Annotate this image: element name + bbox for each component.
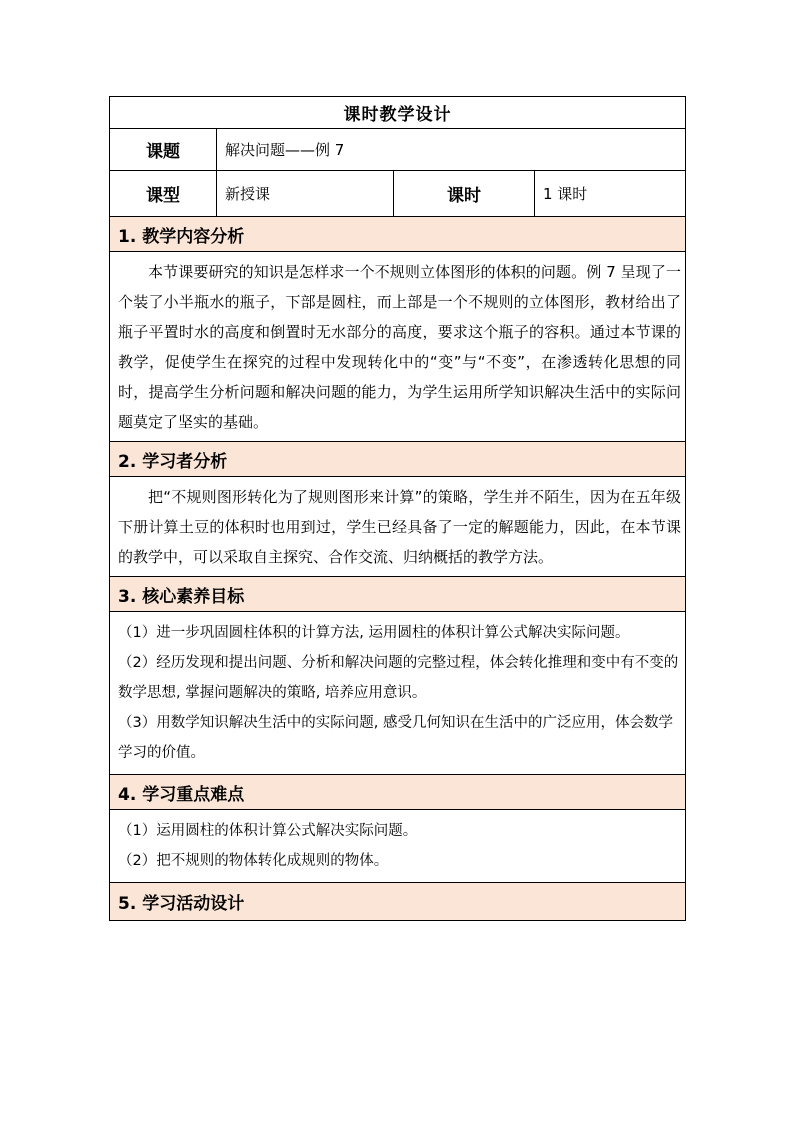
section-heading-key-points: 4. 学习重点难点 (110, 775, 686, 810)
key-point-item: （1）运用圆柱的体积计算公式解决实际问题。 (118, 823, 418, 839)
lesson-design-table (109, 96, 686, 921)
hours-label: 课时 (394, 171, 535, 217)
core-goals-cell (110, 612, 686, 775)
content-analysis-text: 本节课要研究的知识是怎样求一个不规则立体图形的体积的问题。例 7 呈现了一个装了小半瓶水的瓶子，下部是圆柱，而上部是一个不规则的立体图形，教材给出了瓶子平置时水的高度和倒置时无水部分的高度，要求这个瓶子的容积。通过本节课的教学，促使学生在探究的过程中发现转化中的“变”与“不变”，在渗透转化思想的同时，提高学生分析问题和解决问题的能力，为学生运用所学知识解决生活中的实际问题莫定了坚实的基础。 (118, 263, 681, 431)
hours-value: 1 课时 (535, 171, 686, 217)
content-analysis-cell (110, 252, 686, 442)
learner-analysis-cell (110, 477, 686, 577)
topic-value: 解决问题——例 7 (217, 129, 686, 171)
lesson-design-document (109, 96, 685, 921)
topic-label: 课题 (110, 129, 217, 171)
type-value: 新授课 (217, 171, 394, 217)
section-heading-activity-design: 5. 学习活动设计 (110, 883, 686, 921)
section-heading-content-analysis: 1. 教学内容分析 (110, 217, 686, 252)
table-title: 课时教学设计 (110, 97, 686, 129)
goal-item: （1）进一步巩固圆柱体积的计算方法, 运用圆柱的体积计算公式解决实际问题。 (118, 625, 630, 641)
key-points-cell (110, 810, 686, 883)
goal-item: （3）用数学知识解决生活中的实际问题, 感受几何知识在生活中的广泛应用，体会数学学习的价值。 (118, 715, 673, 761)
learner-analysis-text: 把“不规则图形转化为了规则图形来计算”的策略，学生并不陌生，因为在五年级下册计算土豆的体积时也用到过，学生已经具备了一定的解题能力，因此，在本节课的教学中，可以采取自主探究、合作交流、归纳概括的教学方法。 (118, 488, 681, 566)
section-heading-learner-analysis: 2. 学习者分析 (110, 442, 686, 477)
key-point-item: （2）把不规则的物体转化成规则的物体。 (118, 853, 389, 869)
goal-item: （2）经历发现和提出问题、分析和解决问题的完整过程，体会转化推理和变中有不变的数学思想, 掌握问题解决的策略, 培养应用意识。 (118, 655, 679, 701)
type-label: 课型 (110, 171, 217, 217)
section-heading-core-goals: 3. 核心素养目标 (110, 577, 686, 612)
